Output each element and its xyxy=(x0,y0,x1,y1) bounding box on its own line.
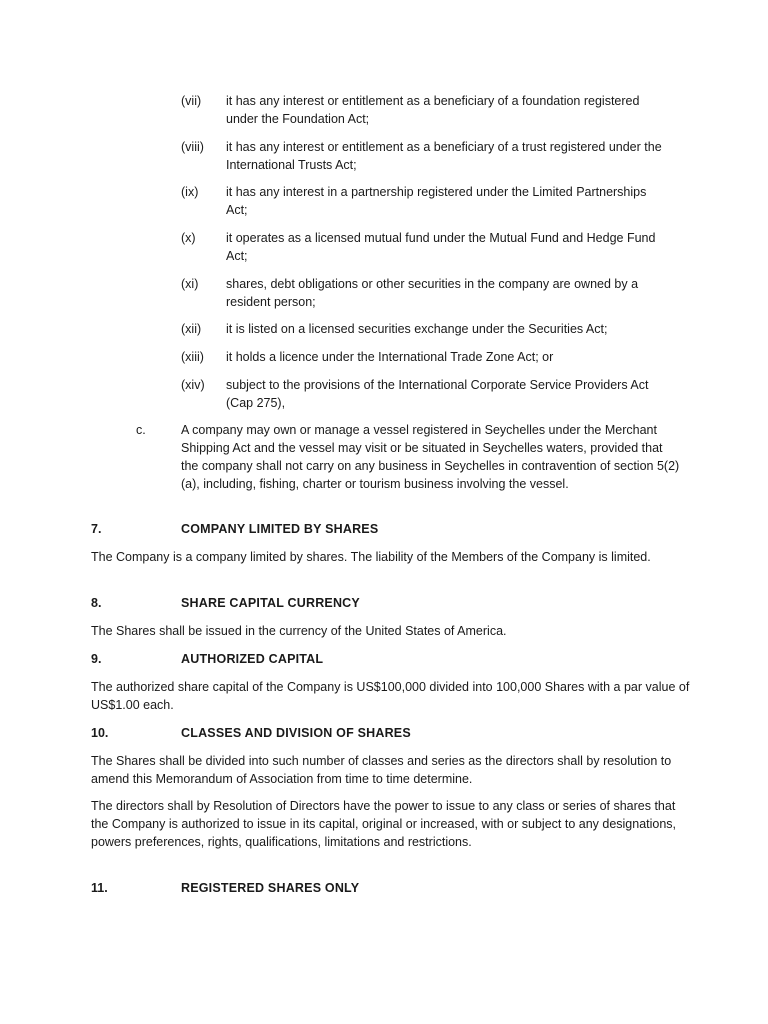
list-item-number: (vii) xyxy=(181,94,202,108)
list-item-text: it operates as a licensed mutual fund under the Mutual Fund and Hedge Fund Act; xyxy=(226,231,656,263)
list-item-text: it holds a licence under the International Trade Zone Act; or xyxy=(226,350,554,364)
list-item-number: (xiv) xyxy=(181,378,205,392)
section-title: AUTHORIZED CAPITAL xyxy=(181,652,324,666)
section-title: SHARE CAPITAL CURRENCY xyxy=(181,596,360,610)
section-paragraph: The Company is a company limited by shares. The liability of the Members of the Company is limited. xyxy=(91,550,651,564)
section-paragraph: The authorized share capital of the Company is US$100,000 divided into 100,000 Shares with a par value of US$1.00 each. xyxy=(91,680,690,712)
section-number: 11. xyxy=(91,881,108,895)
clause-c-text: A company may own or manage a vessel registered in Seychelles under the Merchant Shipping Act and the vessel may visit or be situated in Seychelles waters, provided that the company shall not carry on any business in Seychelles in contravention of section 5(2)(a), including, fishing, charter or tourism business involving the vessel. xyxy=(181,423,680,491)
section-paragraph: The Shares shall be issued in the currency of the United States of America. xyxy=(91,624,507,638)
list-item-number: (x) xyxy=(181,231,196,245)
list-item-text: it has any interest or entitlement as a beneficiary of a trust registered under the International Trusts Act; xyxy=(226,140,662,172)
section-number: 8. xyxy=(91,596,102,610)
list-item-number: (xii) xyxy=(181,322,202,336)
list-item-number: (xi) xyxy=(181,277,199,291)
section-number: 9. xyxy=(91,652,102,666)
section-title: COMPANY LIMITED BY SHARES xyxy=(181,522,379,536)
section-title: CLASSES AND DIVISION OF SHARES xyxy=(181,726,411,740)
list-item-text: subject to the provisions of the International Corporate Service Providers Act (Cap 275), xyxy=(226,378,649,410)
clause-c-number: c. xyxy=(136,423,146,437)
section-number: 7. xyxy=(91,522,102,536)
section-title: REGISTERED SHARES ONLY xyxy=(181,881,360,895)
section-paragraph: The directors shall by Resolution of Directors have the power to issue to any class or series of shares that the Company is authorized to issue in its capital, original or increased, with or subject to any designations, powers preferences, rights, qualifications, limitations and restrictions. xyxy=(91,799,677,849)
list-item-text: it is listed on a licensed securities exchange under the Securities Act; xyxy=(226,322,608,336)
list-item-number: (xiii) xyxy=(181,350,204,364)
section-number: 10. xyxy=(91,726,109,740)
list-item-number: (ix) xyxy=(181,185,199,199)
list-item-text: it has any interest or entitlement as a beneficiary of a foundation registered under the Foundation Act; xyxy=(226,94,640,126)
section-paragraph: The Shares shall be divided into such number of classes and series as the directors shall by resolution to amend this Memorandum of Association from time to time determine. xyxy=(91,754,672,786)
list-item-text: it has any interest in a partnership registered under the Limited Partnerships Act; xyxy=(226,185,647,217)
list-item-text: shares, debt obligations or other securities in the company are owned by a resident person; xyxy=(226,277,639,309)
list-item-number: (viii) xyxy=(181,140,204,154)
